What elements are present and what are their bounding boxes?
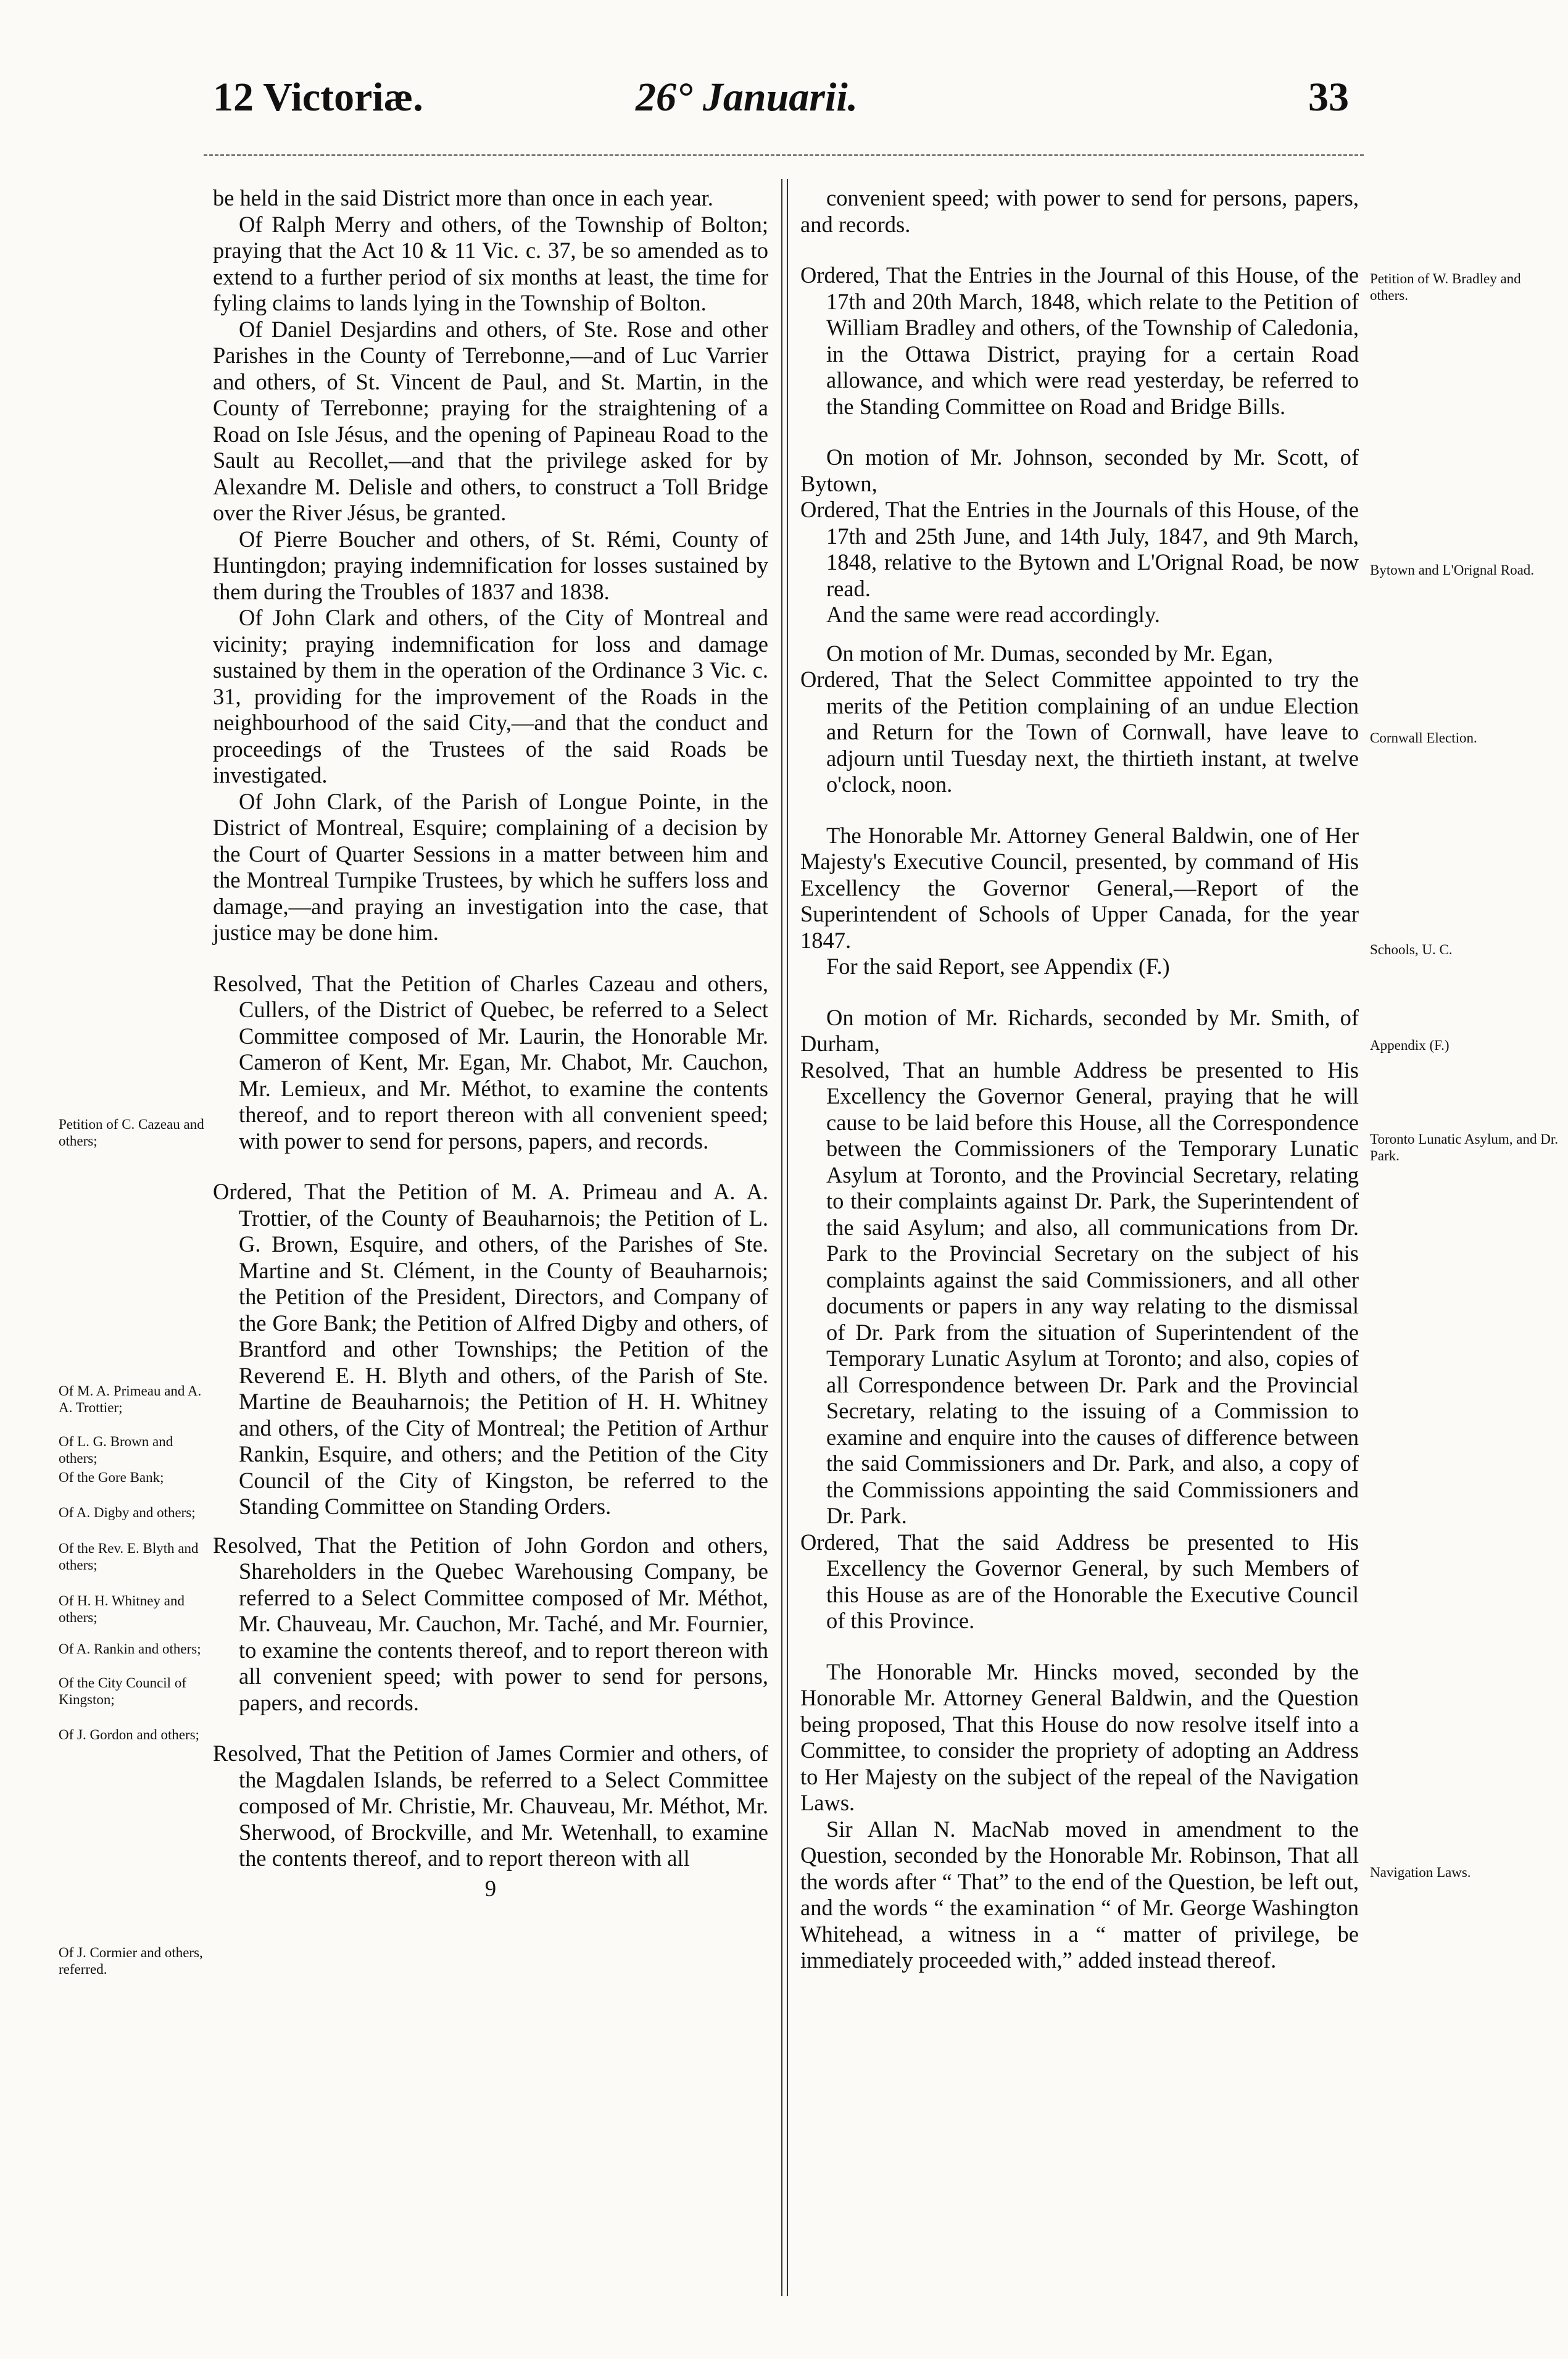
spacer: [800, 238, 1359, 262]
running-head-left: 12 Victoriæ.: [213, 75, 423, 120]
paragraph: And the same were read accordingly.: [826, 602, 1160, 627]
right-column: [800, 185, 1359, 1974]
margin-note: Schools, U. C.: [1370, 942, 1453, 957]
paragraph: Resolved, That the Petition of John Gordon and others, Shareholders in the Quebec Warehousing Company, be referred to a Select Committee composed of Mr. Méthot, Mr. Chauveau, Mr. Cauchon, Mr. Taché, and Mr. Fournier, to examine the contents thereof, and to report thereon with all convenient speed; with power to send for persons, papers, and records.: [213, 1532, 768, 1715]
margin-note: Cornwall Election.: [1370, 730, 1477, 746]
running-head-date: 26° Januarii.: [636, 75, 858, 120]
spacer: [213, 1520, 768, 1533]
paragraph: Of John Clark, of the Parish of Longue Pointe, in the District of Montreal, Esquire; complaining of a decision by the Court of Quarter Sessions in a matter between him and the Montreal Turnpike Trustees, by which he suffers loss and damage,—and praying an investigation into the case, that justice may be done him.: [213, 788, 768, 945]
paragraph: For the said Report, see Appendix (F.): [826, 954, 1170, 979]
margin-note: Petition of W. Bradley and others.: [1370, 271, 1521, 303]
paragraph: Ordered, That the Entries in the Journal of this House, of the 17th and 20th March, 1848, which relate to the Petition of William Bradley and others, of the Township of Caledonia, in the Ottawa District, praying for a certain Road allowance, and which were read yesterday, be referred to the Standing Committee on Road and Bridge Bills.: [800, 262, 1359, 419]
paragraph: Resolved, That the Petition of James Cormier and others, of the Magdalen Islands, be referred to a Select Committee composed of Mr. Christie, Mr. Chauveau, Mr. Méthot, Mr. Sherwood, of Brockville, and Mr. Wetenhall, to examine the contents thereof, and to report thereon with all: [213, 1741, 768, 1871]
paragraph: Of Daniel Desjardins and others, of Ste. Rose and other Parishes in the County of Terrebonne,—and of Luc Varrier and others, of St. Vincent de Paul, and St. Martin, in the County of Terrebonne; praying for the straightening of a Road on Isle Jésus, and the opening of Papineau Road to the Sault au Recollet,—and that the privilege asked for by Alexandre M. Delisle and others, to construct a Toll Bridge over the River Jésus, be granted.: [213, 316, 768, 525]
margin-note: Of J. Cormier and others, referred.: [59, 1945, 203, 1977]
paragraph: Ordered, That the Petition of M. A. Primeau and A. A. Trottier, of the County of Beauharnois; the Petition of L. G. Brown, Esquire, and others, of the Parishes of Ste. Martine and St. Clément, in the County of Beauharnois; the Petition of the President, Directors, and Company of the Gore Bank; the Petition of Alfred Digby and others, of Brantford and other Townships; the Petition of the Reverend E. H. Blyth and others, of the Parish of Ste. Martine de Beauharnois; the Petition of H. H. Whitney and others, of the City of Montreal; the Petition of Arthur Rankin, Esquire, and others; and the Petition of the City Council of the City of Kingston, be referred to the Standing Committee on Standing Orders.: [213, 1179, 768, 1519]
margin-note: Petition of C. Cazeau and others;: [59, 1117, 204, 1149]
margin-note: Appendix (F.): [1370, 1038, 1450, 1053]
paragraph: On motion of Mr. Dumas, seconded by Mr. Egan,: [826, 640, 1273, 666]
spacer: [213, 1154, 768, 1179]
spacer: [213, 946, 768, 971]
margin-note: Bytown and L'Orignal Road.: [1370, 562, 1535, 578]
paragraph: Ordered, That the Select Committee appointed to try the merits of the Petition complaining of an undue Election and Return for the Town of Cornwall, have leave to adjourn until Tuesday next, the thirtieth instant, at twelve o'clock, noon.: [800, 667, 1359, 797]
paragraph: convenient speed; with power to send for persons, papers, and records.: [800, 185, 1359, 237]
spacer: [213, 1716, 768, 1741]
margin-note: Of the Rev. E. Blyth and others;: [59, 1541, 199, 1573]
margin-note: Of J. Gordon and others;: [59, 1727, 200, 1742]
paragraph: Of Ralph Merry and others, of the Township of Bolton; praying that the Act 10 & 11 Vic. c. 37, be so amended as to extend to a further period of six months at least, the time for fyling claims to lands lying in the Township of Bolton.: [213, 211, 768, 315]
header-rule: [204, 154, 1364, 156]
paragraph: Resolved, That an humble Address be presented to His Excellency the Governor General, praying that he will cause to be laid before this House, all the Correspondence between the Commissioners of the Temporary Lunatic Asylum at Toronto, and the Provincial Secretary, relating to their complaints against Dr. Park, the Superintendent of the said Asylum; and also, all communications from Dr. Park to the Provincial Secretary on the subject of his complaints against the said Commissioners, and all other documents or papers in any way relating to the dismissal of Dr. Park from the situation of Superintendent of the Temporary Lunatic Asylum at Toronto; and also, copies of all Correspondence between Dr. Park and the Provincial Secretary, relating to the issuing of a Commission to examine and enquire into the causes of difference between the said Commissioners and Dr. Park, and also, a copy of the Commissions appointing the said Commissioners and Dr. Park.: [800, 1057, 1359, 1528]
paragraph: The Honorable Mr. Attorney General Baldwin, one of Her Majesty's Executive Council, presented, by command of His Excellency the Governor General,—Report of the Superintendent of Schools of Upper Canada, for the year 1847.: [800, 822, 1359, 953]
margin-note: Of the Gore Bank;: [59, 1470, 164, 1485]
margin-note: Navigation Laws.: [1370, 1865, 1471, 1880]
column-divider: [781, 179, 788, 2296]
paragraph: Of Pierre Boucher and others, of St. Rémi, County of Huntingdon; praying indemnification for losses sustained by them during the Troubles of 1837 and 1838.: [213, 526, 768, 604]
spacer: [800, 628, 1359, 641]
page-number: 33: [1308, 75, 1349, 120]
signature-mark: 9: [484, 1875, 497, 1901]
paragraph: Resolved, That the Petition of Charles Cazeau and others, Cullers, of the District of Quebec, be referred to a Select Committee composed of Mr. Laurin, the Honorable Mr. Cameron of Kent, Mr. Egan, Mr. Chabot, Mr. Cauchon, Mr. Lemieux, and Mr. Méthot, to examine the contents thereof, and to report thereon with all convenient speed; with power to send for persons, papers, and records.: [213, 970, 768, 1154]
margin-note: Of the City Council of Kingston;: [59, 1675, 186, 1707]
margin-note: Of H. H. Whitney and others;: [59, 1593, 185, 1625]
spacer: [800, 420, 1359, 444]
margin-note: Toronto Lunatic Asylum, and Dr. Park.: [1370, 1131, 1559, 1163]
margin-note: Of A. Rankin and others;: [59, 1641, 201, 1657]
spacer: [800, 798, 1359, 823]
paragraph: Of John Clark and others, of the City of Montreal and vicinity; praying indemnification for loss and damage sustained by them in the operation of the Ordinance 3 Vic. c. 31, providing for the improvement of the Roads in the neighbourhood of the said City,—and that the conduct and proceedings of the Trustees of the said Roads be investigated.: [213, 605, 768, 788]
margin-note: Of A. Digby and others;: [59, 1505, 196, 1520]
spacer: [800, 1634, 1359, 1659]
left-column: [213, 185, 768, 1902]
spacer: [800, 980, 1359, 1005]
paragraph: Ordered, That the Entries in the Journals of this House, of the 17th and 25th June, and 14th July, 1847, and 9th March, 1848, relative to the Bytown and L'Orignal Road, be now read.: [800, 497, 1359, 601]
paragraph: The Honorable Mr. Hincks moved, seconded by the Honorable Mr. Attorney General Baldwin, and the Question being proposed, That this House do now resolve itself into a Committee, to consider the propriety of adopting an Address to Her Majesty on the subject of the repeal of the Navigation Laws.: [800, 1658, 1359, 1815]
paragraph: Ordered, That the said Address be presented to His Excellency the Governor General, by such Members of this House as are of the Honorable the Executive Council of this Province.: [800, 1529, 1359, 1633]
paragraph: On motion of Mr. Johnson, seconded by Mr. Scott, of Bytown,: [800, 444, 1359, 496]
paragraph: On motion of Mr. Richards, seconded by Mr. Smith, of Durham,: [800, 1004, 1359, 1056]
margin-note: Of L. G. Brown and others;: [59, 1434, 173, 1466]
paragraph: Sir Allan N. MacNab moved in amendment to the Question, seconded by the Honorable Mr. Robinson, That all the words after “ That” to the end of the Question, be left out, and the words “ the examination “ of Mr. George Washington Whitehead, a witness in a “ matter of privilege, be immediately proceeded with,” added instead thereof.: [800, 1816, 1359, 1973]
margin-note: Of M. A. Primeau and A. A. Trottier;: [59, 1383, 202, 1415]
paragraph: be held in the said District more than once in each year.: [213, 185, 713, 210]
